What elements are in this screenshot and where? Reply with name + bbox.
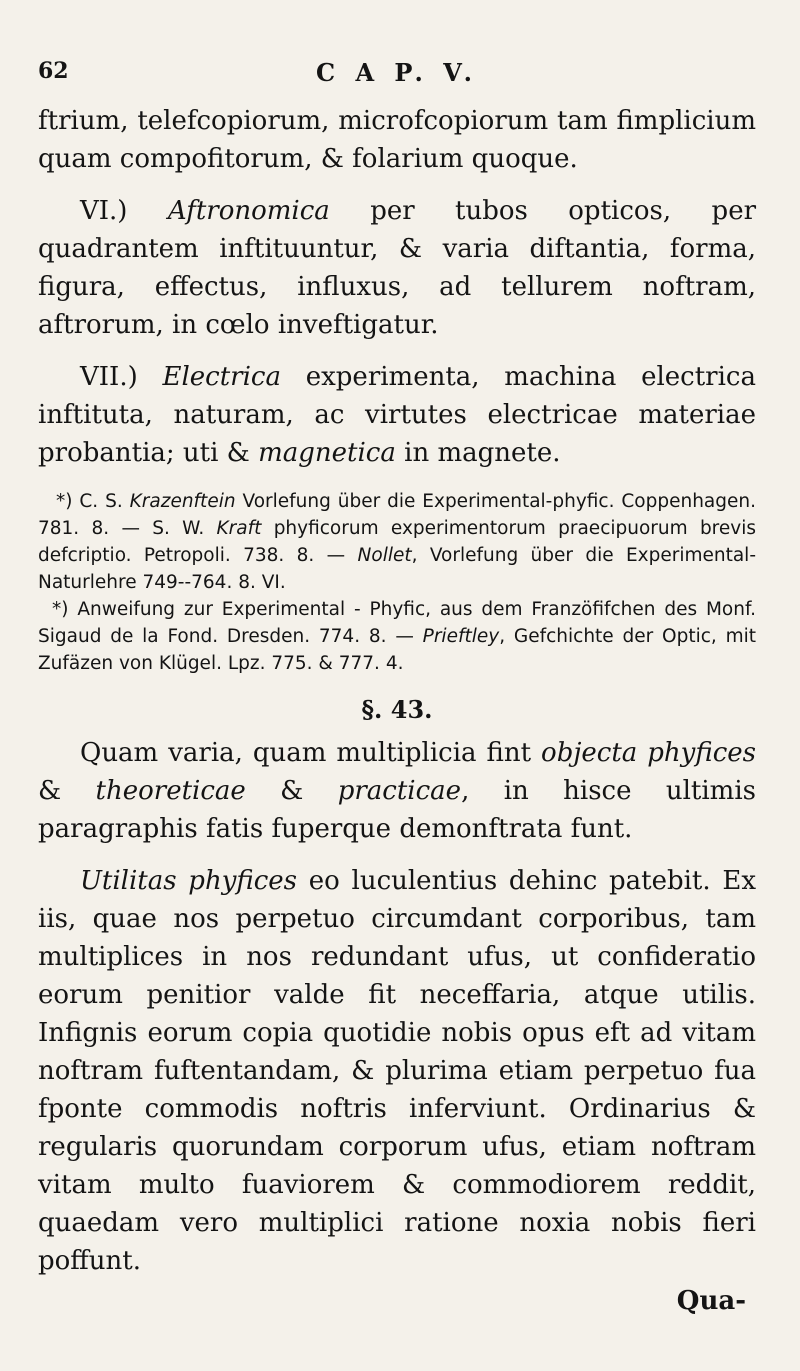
footnote-mark: *) [56,491,73,512]
term-astronomica: Aftronomica [167,196,330,226]
paragraph-text: eo luculentius dehinc patebit. Ex iis, quae nos perpetuo circumdant corporibus, tam multiplices in nos redundant ufus, ut confideratio eorum penitior valde fit neceffaria, atque utilis. Infignis eorum copia quotidie nobis opus eft ad vitam noftram fuftentandam, & plurima etiam perpetuo fua fponte commodis noftris inferviunt. Ordinarius & regularis quorundam corporum ufus, etiam noftram vitam multo fuaviorem & commodiorem reddit, quaedam vero multiplici ratione noxia nobis fieri poffunt. [38,866,756,1276]
term-magnetica: magnetica [258,438,396,468]
paragraph-continuation: ftrium, telefcopiorum, microfcopiorum tam fimplicium quam compofitorum, & folarium quoque. [38,106,756,174]
item-number: VI.) [80,196,128,226]
main-text [38,102,756,472]
term-practicae: practicae [337,776,462,806]
page-number: 62 [38,58,69,84]
paragraph-astronomica [38,192,756,344]
author-name: Krazenftein [129,491,236,512]
term-utilitas-phyfices: Utilitas phyfices [80,866,298,896]
footnote-mark: *) [52,599,69,620]
paragraph-objecta: Quam varia, quam multiplicia fint objecta phyfices & theoreticae & practicae, in hisce ultimis paragraphis fatis fuperque demonftrata funt. [38,738,756,844]
paragraph-electrica [38,358,756,472]
author-name: Prieftley [422,626,500,647]
page-header [38,58,756,102]
catchword: Qua- [676,1286,746,1316]
author-name: Kraft [216,518,262,539]
item-number: VII.) [80,362,138,392]
running-head: C A P. V. [316,58,478,87]
section-heading: §. 43. [361,695,433,724]
term-electrica: Electrica [162,362,281,392]
footnote-1: *) C. S. Krazenftein Vorlefung über die Experimental-phyfic. Coppenhagen. 781. 8. — S. W. Kraft phyficorum experimentorum praecipuorum brevis defcriptio. Petropoli. 738. 8. — Nollet, Vorlefung über die Experimental-Naturlehre 749--764. 8. VI. [38,491,757,593]
footnote-2: *) Anweifung zur Experimental - Phyfic, aus dem Franzöfifchen des Monf. Sigaud de la Fond. Dresden. 774. 8. — Prieftley, Gefchichte der Optic, mit Zufäzen von Klügel. Lpz. 775. & 777. 4. [38,599,756,674]
author-name: Nollet [357,545,412,566]
footnotes [38,488,756,677]
paragraph-text: experimenta, machina electrica inftituta, naturam, ac virtutes electricae materiae probantia; uti & [38,362,756,468]
paragraph-text: in magnete. [404,438,561,468]
paragraph-text: per tubos opticos, per quadrantem inftituuntur, & varia diftantia, forma, figura, effectus, influxus, ad tellurem noftram, aftrorum, in cœlo inveftigatur. [38,196,757,340]
section-text [38,734,756,1280]
paragraph-utilitas [38,862,756,1280]
term-theoreticae: theoreticae [95,776,246,806]
term-objecta-phyfices: objecta phyfices [541,738,756,768]
